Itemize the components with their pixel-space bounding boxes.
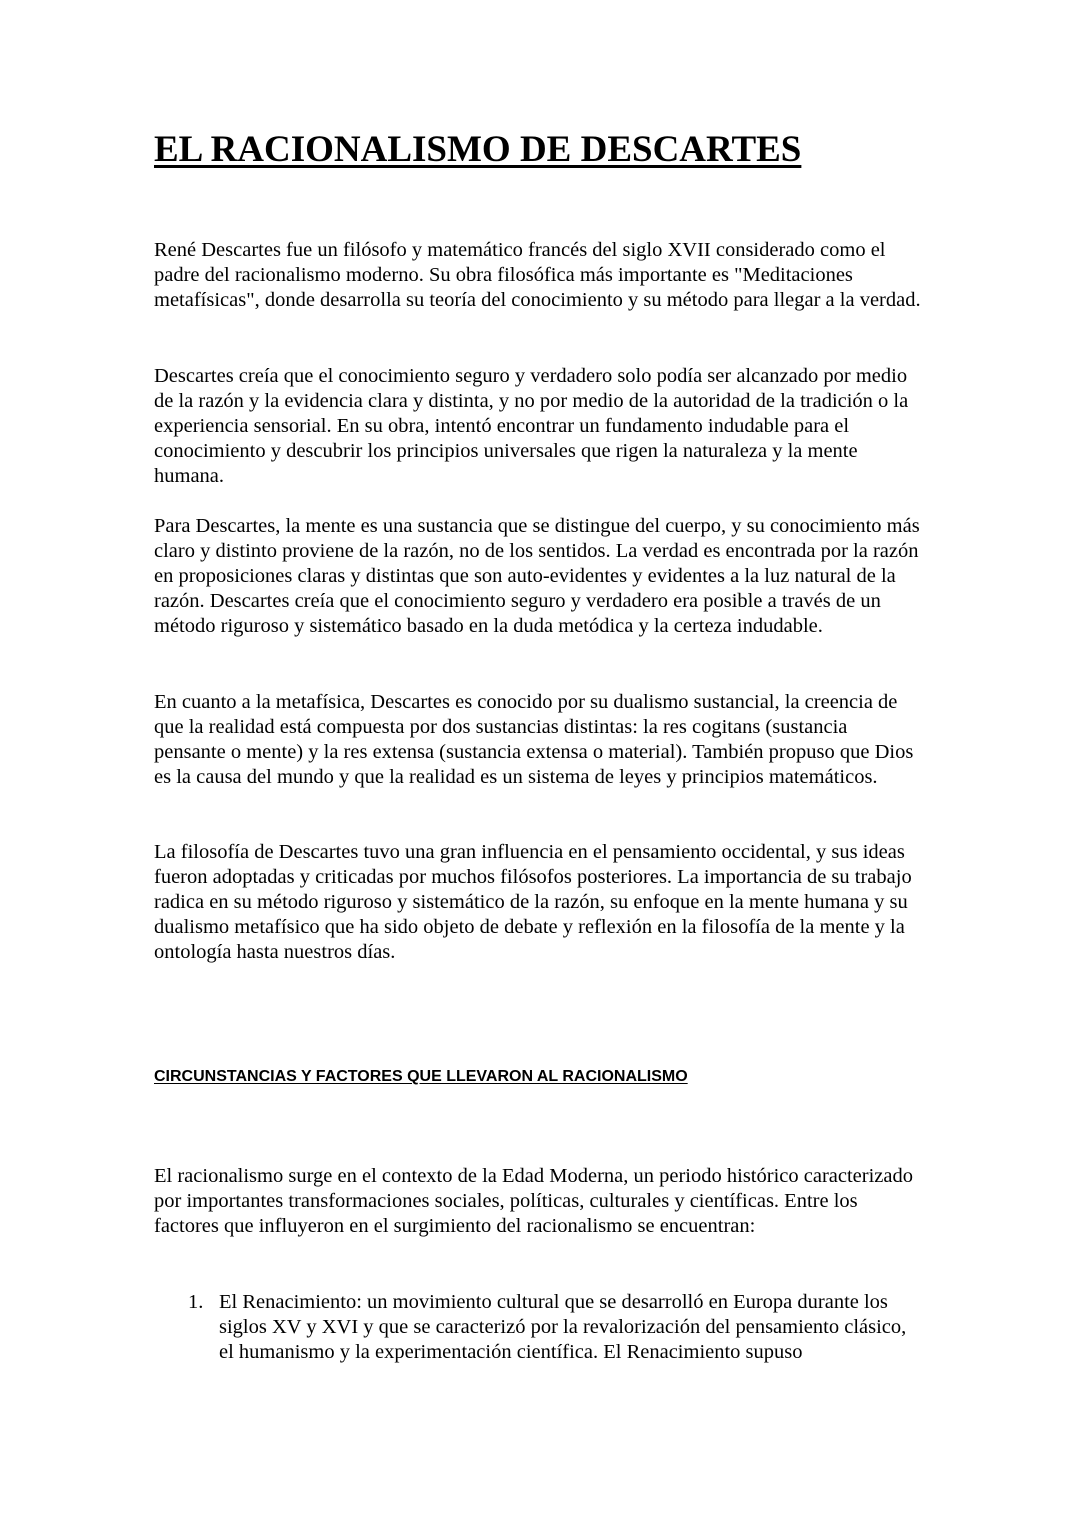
paragraph-4: En cuanto a la metafísica, Descartes es conocido por su dualismo sustancial, la creencia de que la realidad está compuesta por dos sustancias distintas: la res cogitans (sustancia pensante o mente) y la res extensa (sustancia extensa o material). También propuso que Dios es la causa del mundo y que la realidad es un sistema de leyes y principios matemáticos. — [154, 691, 914, 788]
paragraph-1: René Descartes fue un filósofo y matemático francés del siglo XVII considerado como el padre del racionalismo moderno. Su obra filosófica más importante es "Meditaciones metafísicas", donde desarrolla su teoría del conocimiento y su método para llegar a la verdad. — [154, 239, 921, 311]
list-item-text: El Renacimiento: un movimiento cultural que se desarrolló en Europa durante los siglos XV y XVI y que se caracterizó por la revalorización del pensamiento clásico, el humanismo y la experimentación científica. El Renacimiento supuso — [219, 1291, 907, 1363]
factors-list — [154, 1290, 922, 1365]
document-title: EL RACIONALISMO DE DESCARTES — [154, 129, 802, 170]
section-intro-paragraph: El racionalismo surge en el contexto de la Edad Moderna, un periodo histórico caracterizado por importantes transformaciones sociales, políticas, culturales y científicas. Entre los factores que influyeron en el surgimiento del racionalismo se encuentran: — [154, 1165, 913, 1237]
paragraph-5: La filosofía de Descartes tuvo una gran influencia en el pensamiento occidental, y sus ideas fueron adoptadas y criticadas por muchos filósofos posteriores. La importancia de su trabajo radica en su método riguroso y sistemático de la razón, su enfoque en la mente humana y su dualismo metafísico que ha sido objeto de debate y reflexión en la filosofía de la mente y la ontología hasta nuestros días. — [154, 841, 912, 963]
paragraph-2: Descartes creía que el conocimiento seguro y verdadero solo podía ser alcanzado por medio de la razón y la evidencia clara y distinta, y no por medio de la autoridad de la tradición o la experiencia sensorial. En su obra, intentó encontrar un fundamento indudable para el conocimiento y descubrir los principios universales que rigen la naturaleza y la mente humana. — [154, 365, 909, 487]
section-heading: CIRCUNSTANCIAS Y FACTORES QUE LLEVARON AL RACIONALISMO — [154, 1068, 688, 1085]
list-item-number: 1. — [188, 1291, 204, 1313]
list-item — [154, 1290, 922, 1365]
paragraph-3: Para Descartes, la mente es una sustancia que se distingue del cuerpo, y su conocimiento más claro y distinto proviene de la razón, no de los sentidos. La verdad es encontrada por la razón en proposiciones claras y distintas que son auto-evidentes y evidentes a la luz natural de la razón. Descartes creía que el conocimiento seguro y verdadero era posible a través de un método riguroso y sistemático basado en la duda metódica y la certeza indudable. — [154, 515, 920, 637]
